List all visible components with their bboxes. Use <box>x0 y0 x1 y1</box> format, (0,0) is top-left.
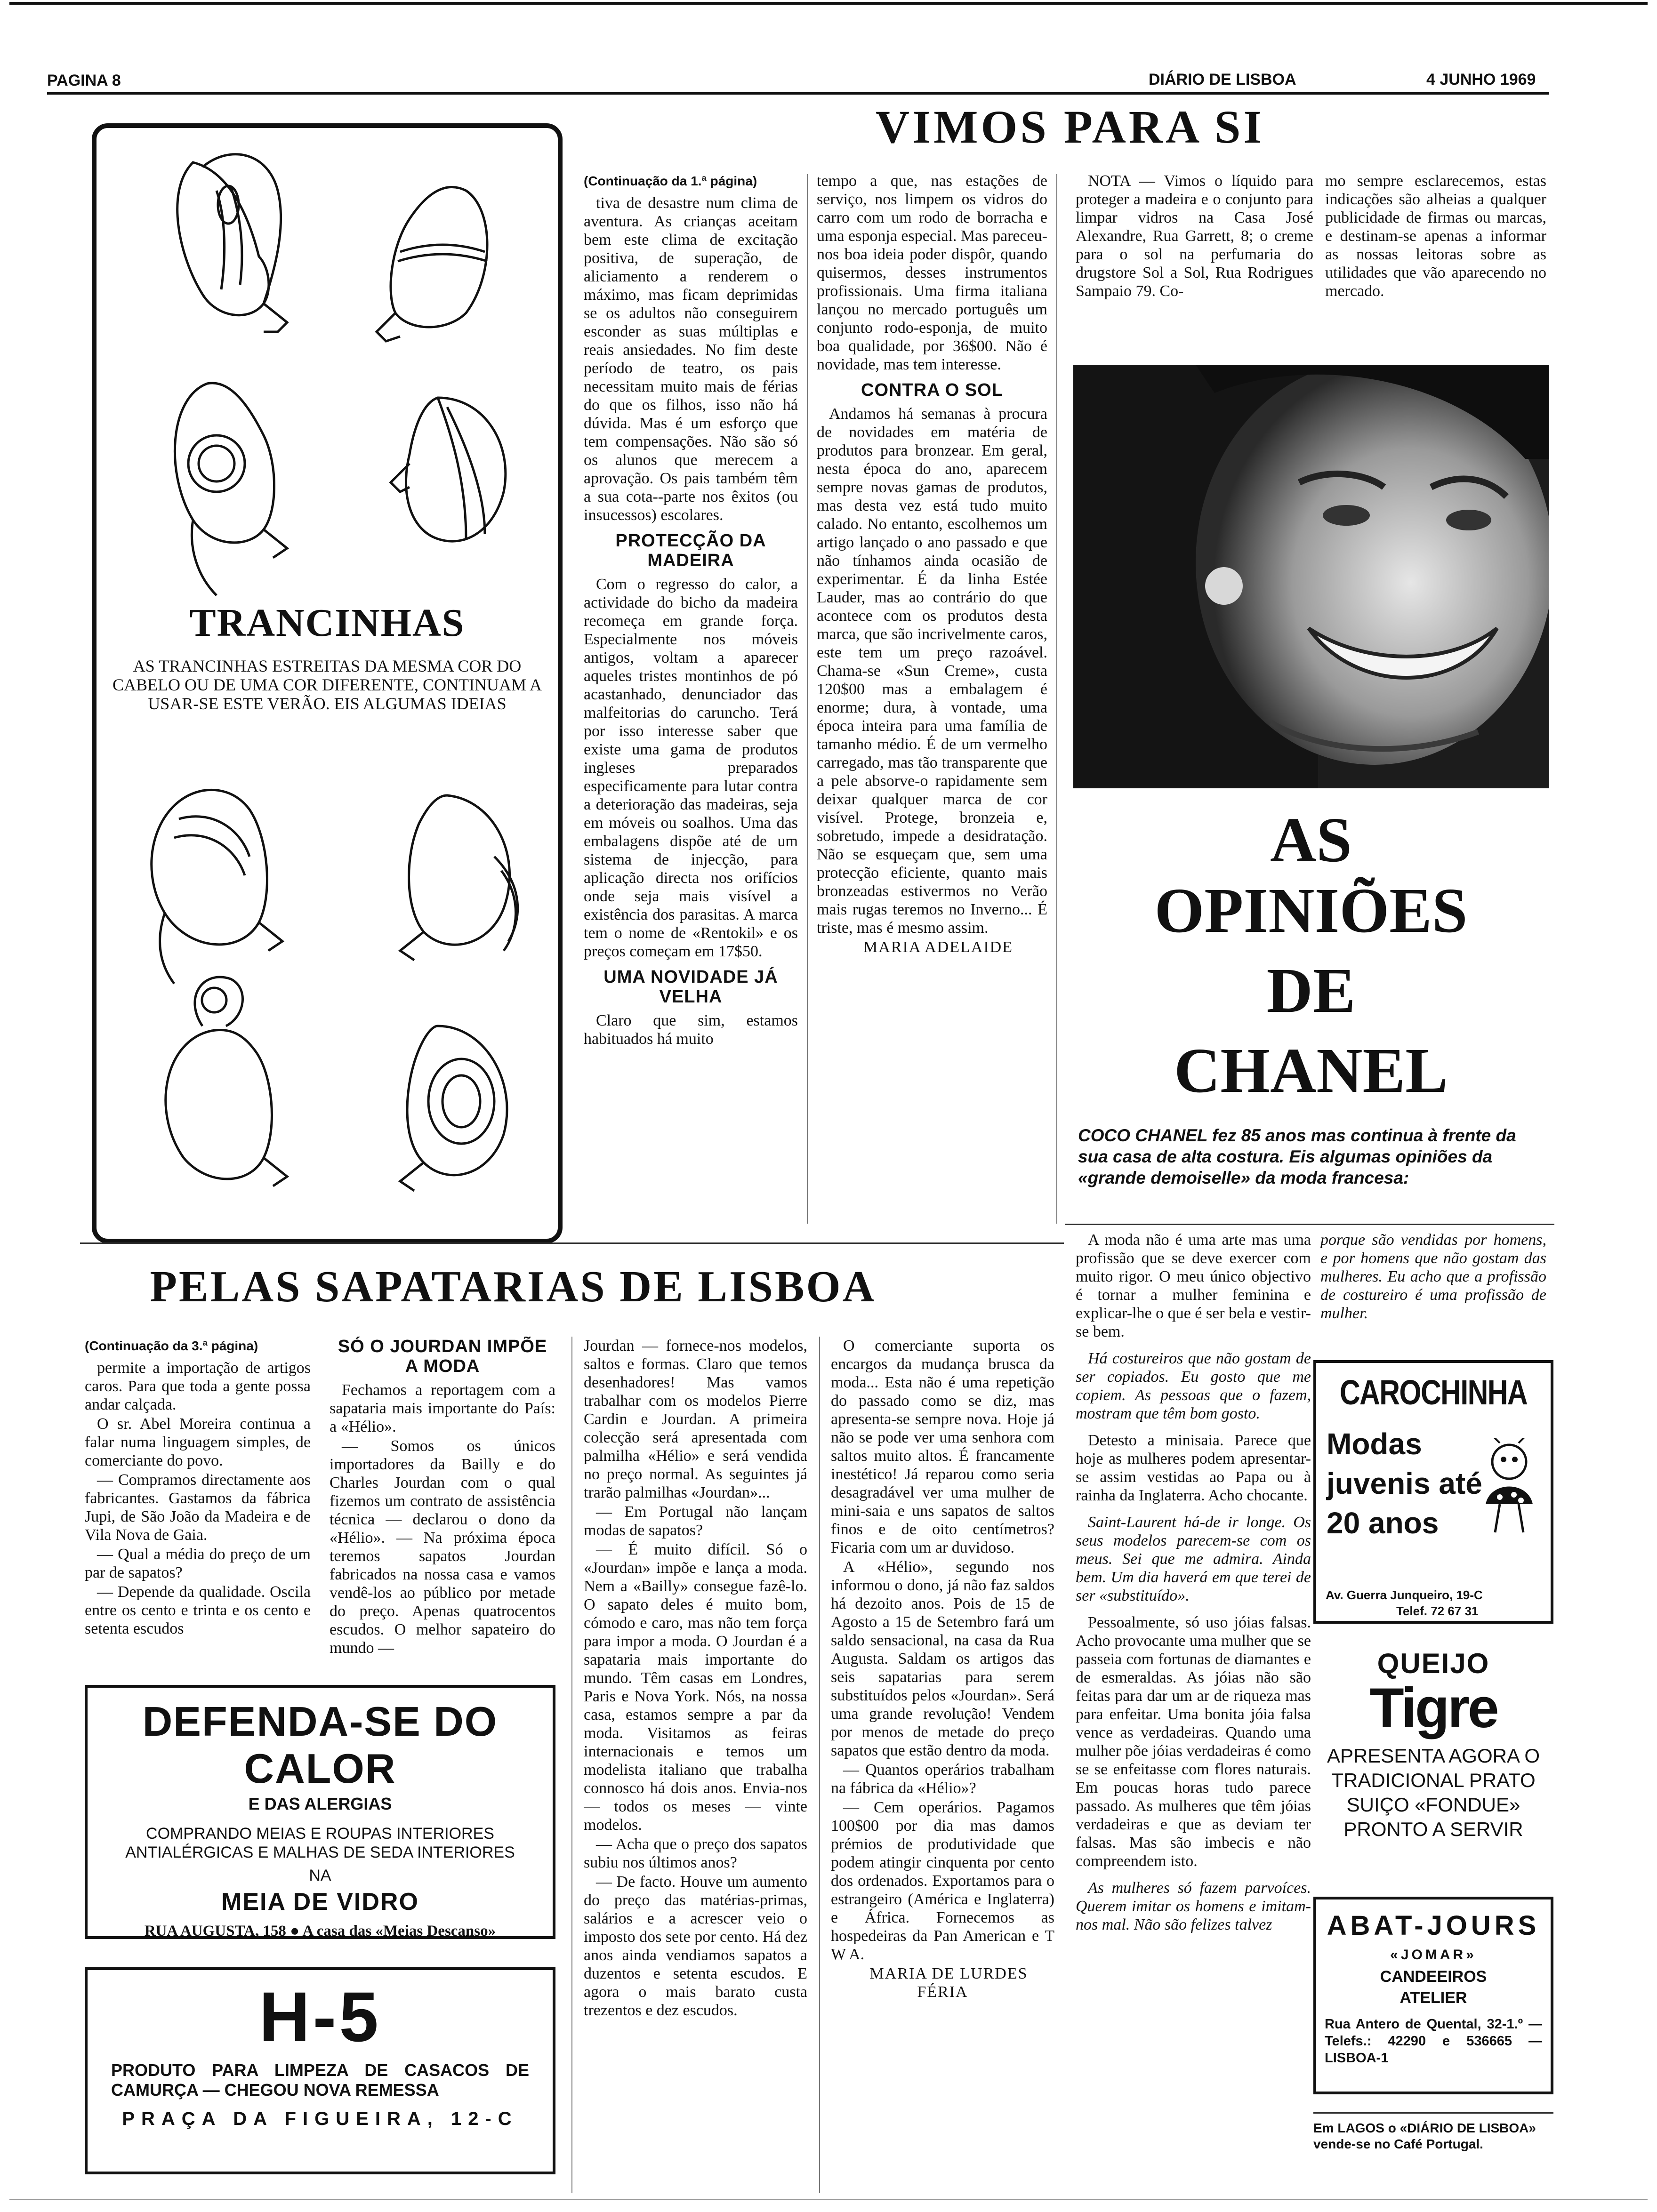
chanel-title-as: AS <box>1270 805 1352 875</box>
paragraph-italic: porque são vendidas por homens, e por homens que não gostam das mulheres. Eu acho que a profissão de costureiro é uma profissão de mulher. <box>1320 1231 1546 1322</box>
abat-title: ABAT-JOURS <box>1327 1910 1540 1941</box>
calor-na: NA <box>309 1867 331 1884</box>
paragraph: — Depende da qualidade. Oscila entre os cento e trinta e os cento e setenta escudos <box>85 1583 311 1637</box>
paragraph: — Compramos directamente aos fabricantes. Gastamos da fábrica Jupi, de São João da Madeira e de Vila Nova de Gaia. <box>85 1471 311 1544</box>
chanel-portrait-photo <box>1073 365 1549 788</box>
hairstyle-illustration-bottom <box>108 762 546 1238</box>
ad-abat-jours <box>1313 1897 1553 2094</box>
h5-body: PRODUTO PARA LIMPEZA DE CASACOS DE CAMURÇA — CHEGOU NOVA REMESSA <box>111 2060 529 2100</box>
chanel-column-2 <box>1320 1231 1546 1353</box>
subheading-novidade: UMA NOVIDADE JÁ VELHA <box>603 967 778 1007</box>
issue-date: 4 JUNHO 1969 <box>1426 71 1536 88</box>
paper-name: DIÁRIO DE LISBOA <box>1149 71 1296 88</box>
continuation-note: (Continuação da 3.ª página) <box>85 1338 258 1353</box>
paragraph: tempo a que, nas estações de serviço, nos limpem os vidros do carro com um rodo de borracha e uma esponja especial. Mas pareceu-nos boa ideia poder dispôr, quando quisermos, desses instrumentos profissionais. Uma firma italiana lançou no mercado português um conjunto rodo-esponja, de muito boa qualidade, por 36$00. Não é novidade, mas tem interesse. <box>817 172 1047 373</box>
sapatarias-column-3 <box>584 1337 807 2193</box>
calor-title: DEFENDA-SE DO CALOR <box>142 1698 498 1792</box>
trancinhas-caption: AS TRANCINHAS ESTREITAS DA MESMA COR DO CABELO OU DE UMA COR DIFERENTE, CONTINUAM A USAR-SE ESTE VERÃO. EIS ALGUMAS IDEIAS <box>112 657 542 713</box>
subheading-jourdan: SÓ O JOURDAN IMPÕE A MODA <box>338 1337 547 1376</box>
paragraph: A moda não é uma arte mas uma profissão que se deve exercer com muito rigor. O meu único objectivo é tornar a mulher feminina e explicar-lhe o que é ser bela e vestir-se bem. <box>1076 1231 1311 1340</box>
carochinha-line3: 20 anos <box>1327 1506 1439 1540</box>
ad-carochinha <box>1313 1360 1553 1624</box>
paragraph: — Cem operários. Pagamos 100$00 por dia mas damos prémios de produtividade que podem atingir cinquenta por cento dos ordenados. Exportamos para o estrangeiro (América e Inglaterra) e África. Fornecemos as hospedeiras da Pan American e T W A. <box>831 1799 1054 1963</box>
trancinhas-title: TRANCINHAS <box>189 601 465 645</box>
continuation-note: (Continuação da 1.ª página) <box>584 174 757 188</box>
vimos-column-4 <box>1325 172 1546 341</box>
queijo-brand: QUEIJO <box>1377 1648 1490 1679</box>
paragraph: Fechamos a reportagem com a sapataria mais importante do País: a «Hélio». <box>330 1381 555 1435</box>
abat-brand: «JOMAR» <box>1390 1947 1477 1963</box>
carochinha-title: CAROCHINHA <box>1339 1373 1528 1412</box>
paragraph: — De facto. Houve um aumento do preço das matérias-primas, salários e a acrescer veio o imposto dos sete por cento. Há dez anos ainda vendiamos sapatos a duzentos e setenta escudos. E agora o mais barato custa trezentos e dez escudos. <box>584 1873 807 2019</box>
section-rule <box>80 1242 1064 1244</box>
abat-address: Rua Antero de Quental, 32-1.º — Telefs.: 42290 e 536665 — LISBOA-1 <box>1325 2017 1542 2066</box>
author-signature: MARIA ADELAIDE <box>863 938 1013 956</box>
page-number: PAGINA 8 <box>47 72 121 89</box>
paragraph: Com o regresso do calor, a actividade do bicho da madeira recomeça em grande força. Especialmente nos móveis antigos, voltam a aparecer aqueles tristes montinhos de pó acastanhado, denunciador das malfeitorias do caruncho. Terá por isso interesse saber que existe uma gama de produtos ingleses preparados especificamente para lutar contra a deterioração das madeiras, seja em móveis ou soalhos. Uma das embalagens dispõe até de um sistema de injecção, para aplicação directa nos orifícios onde seja mais visível a existência dos parasitas. A marca tem o nome de «Rentokil» e os preços começam em 17$50. <box>584 576 798 960</box>
chanel-title-de: DE <box>1266 955 1356 1026</box>
paragraph: Andamos há semanas à procura de novidades em matéria de produtos para bronzear. Em geral, nesta época do ano, aparecem sempre novas gamas de produtos, mas desta vez está tudo muito calado. No entanto, escolhemos um artigo lançado o ano passado e que não tínhamos ainda ocasião de experimentar. É da linha Estée Lauder, mas ao contrário do que acontece com os produtos desta marca, que são incrivelmente caros, este tem um preço razoável. Chama-se «Sun Creme», custa 120$00 mas a embalagem é enorme; dura, à vontade, uma época inteira para uma família de tamanho médio. É de um vermelho carregado, mas tão transparente que a pele absorve-o rapidamente sem deixar qualquer marca de cor visível. Protege, bronzeia e, sobretudo, impede a desidratação. Não se esqueçam que, sem uma protecção eficiente, quanto mais bronzeadas estivermos no Verão mais rugas teremos no Inverno... É triste, mas é mesmo assim. <box>817 405 1047 937</box>
paragraph-italic: Há costureiros que não gostam de ser copiados. Eu gosto que me copiem. As pessoas que o fazem, mostram que têm bom gosto. <box>1076 1350 1311 1422</box>
paragraph: Detesto a minisaia. Parece que hoje as mulheres podem apresentar-se assim vestidas ao Papa ou à rainha da Inglaterra. Acho chocante. <box>1076 1432 1311 1504</box>
queijo-body: APRESENTA AGORA O TRADICIONAL PRATO SUIÇO «FONDUE» PRONTO A SERVIR <box>1327 1745 1540 1840</box>
paragraph: — Qual a média do preço de um par de sapatos? <box>85 1546 311 1581</box>
vimos-column-1 <box>584 172 798 1231</box>
author-signature: MARIA DE LURDES FÉRIA <box>869 1965 1028 2001</box>
carochinha-line2: juvenis até <box>1327 1467 1482 1500</box>
paragraph-italic: Saint-Laurent há-de ir longe. Os seus modelos parecem-se com os meus. Sei que me admira. Ainda bem. Um dia haverá em que terei de ser «substituído». <box>1076 1514 1311 1604</box>
cockroach-mascot-icon <box>1472 1438 1547 1542</box>
paragraph: mo sempre esclarecemos, estas indicações são alheias a qualquer publicidade de firmas ou marcas, e destinam-se apenas a informar as nossas leitoras sobre as utilidades que vão aparecendo no mercado. <box>1325 172 1546 300</box>
sapatarias-column-1 <box>85 1337 311 1675</box>
calor-subtitle: E DAS ALERGIAS <box>248 1794 392 1813</box>
carochinha-address: Av. Guerra Junqueiro, 19-C <box>1326 1588 1483 1602</box>
subheading-contra-sol: CONTRA O SOL <box>861 380 1003 400</box>
paragraph: O comerciante suporta os encargos da mudança brusca da moda... Esta não é uma repetição do passado como se diz, mas apresenta-se sempre nova. Hoje já não se pode ver uma senhora com saltos muito altos. É francamente inestético! Já reparou como seria desagradável ver uma mulher de mini-saia e uns sapatos de saltos finos e de oito centímetros? Ficaria com um ar duvidoso. <box>831 1337 1054 1556</box>
paragraph: — É muito difícil. Só o «Jourdan» impõe e lança a moda. Nem a «Bailly» consegue fazê-lo. O sapato deles é muito bom, cómodo e caro, mas não tem força para impor a moda. O Jourdan é a sapataria mais importante do mundo. Têm casas em Londres, Paris e Nova York. Nós, na nossa casa, estamos sempre a par da moda. Visitamos as feiras internacionais e temos um modelista italiano que trabalha connosco há dois anos. Envia-nos — todos os meses — vinte modelos. <box>584 1541 807 1834</box>
paragraph: NOTA — Vimos o líquido para proteger a madeira e o conjunto para limpar vidros na Casa José Alexandre, Rua Garrett, 8; o creme para o sol na perfumaria do drugstore Sol a Sol, Rua Rodrigues Sampaio 79. Co- <box>1076 172 1313 300</box>
vimos-column-3 <box>1076 172 1313 341</box>
bottom-rule <box>9 2199 1648 2200</box>
column-rule <box>1056 174 1057 1224</box>
section-rule <box>1065 1224 1554 1225</box>
tigre-brand: Tigre <box>1369 1676 1497 1739</box>
ad-defenda-calor <box>85 1685 555 1939</box>
paragraph: — Acha que o preço dos sapatos subiu nos últimos anos? <box>584 1835 807 1871</box>
abat-line2: ATELIER <box>1400 1989 1467 2007</box>
ad-h5 <box>85 1967 555 2174</box>
paragraph: permite a importação de artigos caros. Para que toda a gente possa andar calçada. <box>85 1359 311 1413</box>
paragraph: A «Hélio», segundo nos informou o dono, já não faz saldos há dezoito anos. Pois de 15 de Agosto a 15 de Setembro fará um saldo sensacional, na casa da Rua Augusta. Saldam os artigos das seis sapatarias para serem substituídos pelos «Jourdan». Será uma grande revolução! Vendem por menos de metade do preço sapatos que estão dentro da moda. <box>831 1558 1054 1759</box>
paragraph: — Quantos operários trabalham na fábrica da «Hélio»? <box>831 1761 1054 1797</box>
chanel-title-chanel: CHANEL <box>1174 1035 1448 1106</box>
sapatarias-title: PELAS SAPATARIAS DE LISBOA <box>150 1262 877 1311</box>
paragraph: — Somos os únicos importadores da Bailly e do Charles Jourdan com o qual fizemos um contrato de assistência técnica — declarou o dono da «Hélio». — Na próxima época teremos sapatos Jourdan fabricados na nossa casa e vamos vendê-los ao público por metade do preço. Apenas quatrocentos escudos. O melhor sapateiro do mundo — <box>330 1437 555 1657</box>
sapatarias-column-4 <box>831 1337 1054 2193</box>
paragraph: tiva de desastre num clima de aventura. As crianças aceitam bem este clima de excitação positiva, de superação, de aliciamento a renderem o máximo, mas ficam deprimidas se os adultos não conseguirem esconder as suas múltiplas e reais ansiedades. No fim deste período de teatro, os pais necessitam muito mais de férias do que os filhos, isso não há dúvida. Mas é um esforço que tem compensações. Não são só os alunos que merecem a aprovação. Os pais também têm a sua cota--parte nos êxitos (ou insucessos) escolares. <box>584 194 798 524</box>
calor-body: COMPRANDO MEIAS E ROUPAS INTERIORES ANTIALÉRGICAS E MALHAS DE SEDA INTERIORES <box>125 1825 515 1861</box>
lagos-notice: Em LAGOS o «DIÁRIO DE LISBOA» vende-se no Café Portugal. <box>1313 2121 1536 2151</box>
hairstyle-illustration-top <box>108 134 546 605</box>
sapatarias-column-2 <box>330 1337 555 1675</box>
calor-brand: MEIA DE VIDRO <box>221 1888 419 1915</box>
carochinha-line1: Modas <box>1327 1427 1422 1461</box>
header-rule <box>47 92 1549 95</box>
column-rule <box>819 1337 820 2193</box>
column-rule <box>807 174 808 1224</box>
carochinha-phone: Telef. 72 67 31 <box>1396 1604 1479 1618</box>
calor-address: RUA AUGUSTA, 158 ● A casa das «Meias Descanso» <box>144 1923 496 1940</box>
subheading-proteccao: PROTECÇÃO DA MADEIRA <box>615 531 766 570</box>
abat-line1: CANDEEIROS <box>1380 1968 1487 1986</box>
vimos-column-2 <box>817 172 1047 1231</box>
vimos-title: VIMOS PARA SI <box>876 101 1265 153</box>
chanel-title-opinioes: OPINIÕES <box>1154 875 1468 946</box>
paragraph: Claro que sim, estamos habituados há muito <box>584 1012 798 1048</box>
chanel-column-1 <box>1076 1231 1311 2200</box>
paragraph: O sr. Abel Moreira continua a falar numa linguagem simples, de comerciante do povo. <box>85 1415 311 1469</box>
column-rule <box>571 1337 572 2193</box>
paragraph-italic: As mulheres só fazem parvoíces. Querem imitar os homens e imitam-nos mal. Não são felizes talvez <box>1076 1879 1311 1933</box>
ad-queijo-tigre <box>1313 1647 1553 1850</box>
chanel-intro: COCO CHANEL fez 85 anos mas continua à frente da sua casa de alta costura. Eis algumas opiniões da «grande demoiselle» da moda francesa: <box>1078 1126 1516 1187</box>
h5-address: PRAÇA DA FIGUEIRA, 12-C <box>122 2108 518 2129</box>
top-rule <box>9 2 1648 5</box>
paragraph: — Em Portugal não lançam modas de sapatos? <box>584 1503 807 1539</box>
section-rule <box>1313 2112 1553 2114</box>
h5-title: H-5 <box>259 1977 381 2056</box>
paragraph: Pessoalmente, só uso jóias falsas. Acho provocante uma mulher que se passeia com fortunas de diamantes e de esmeraldas. As jóias não são feitas para dar um ar de riqueza mas para enfeitar. Uma bonita jóia falsa vence as verdadeiras. Quando uma mulher põe jóias verdadeiras é como se se enfeitasse com flores naturais. Em poucas horas tudo parece passado. As mulheres que têm jóias verdadeiras e que as deviam ter falsas. Mas são imbecis e não compreendem isto. <box>1076 1614 1311 1870</box>
paragraph: Jourdan — fornece-nos modelos, saltos e formas. Claro que temos desenhadores! Mas vamos trabalhar com os modelos Pierre Cardin e Jourdan. A primeira colecção será apresentada com palmilha «Hélio» e será vendida no preço normal. As seguintes já trarão palmilhas «Jourdan»... <box>584 1337 807 1501</box>
